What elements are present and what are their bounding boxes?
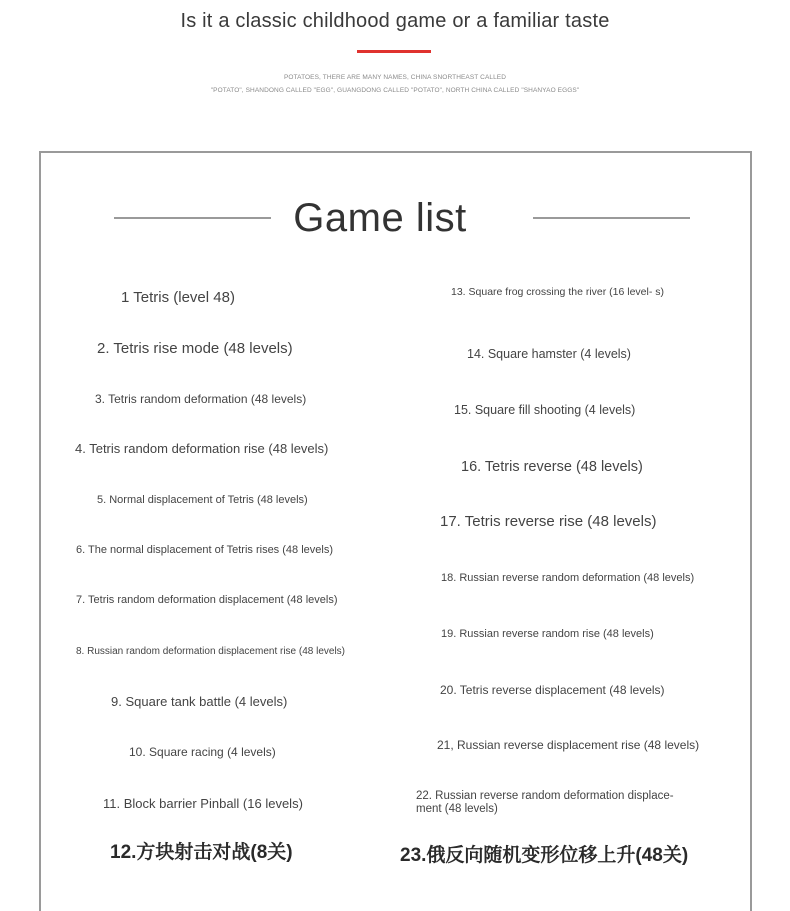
- game-item-2: 2. Tetris rise mode (48 levels): [97, 340, 293, 357]
- game-item-22: 22. Russian reverse random deformation displace- ment (48 levels): [416, 790, 674, 816]
- game-item-12: 12.方块射击对战(8关): [110, 842, 293, 863]
- subtext-line-1: POTATOES, THERE ARE MANY NAMES, CHINA SNORTHEAST CALLED: [283, 74, 507, 81]
- game-item-10: 10. Square racing (4 levels): [129, 745, 276, 759]
- game-item-19: 19. Russian reverse random rise (48 levels): [441, 628, 654, 640]
- game-item-11: 11. Block barrier Pinball (16 levels): [103, 796, 303, 811]
- game-item-17: 17. Tetris reverse rise (48 levels): [440, 513, 657, 530]
- title-rule-left: [114, 217, 271, 219]
- game-list-title: Game list: [293, 196, 467, 240]
- game-item-21: 21, Russian reverse displacement rise (48 levels): [437, 738, 700, 752]
- red-accent-bar: [357, 50, 431, 53]
- game-item-13: 13. Square frog crossing the river (16 level- s): [451, 286, 665, 298]
- game-item-20: 20. Tetris reverse displacement (48 levels): [440, 683, 665, 697]
- game-item-16: 16. Tetris reverse (48 levels): [461, 459, 643, 475]
- game-item-4: 4. Tetris random deformation rise (48 levels): [75, 441, 329, 456]
- game-item-3: 3. Tetris random deformation (48 levels): [95, 392, 307, 406]
- game-item-1: 1 Tetris (level 48): [121, 289, 235, 306]
- game-item-5: 5. Normal displacement of Tetris (48 levels): [97, 494, 308, 506]
- game-item-7: 7. Tetris random deformation displacement (48 levels): [76, 594, 338, 606]
- game-item-15: 15. Square fill shooting (4 levels): [454, 403, 636, 417]
- game-item-8: 8. Russian random deformation displacement rise (48 levels): [76, 646, 346, 657]
- game-item-14: 14. Square hamster (4 levels): [467, 347, 631, 361]
- headline: Is it a classic childhood game or a familiar taste: [180, 10, 610, 32]
- game-item-23: 23.俄反向随机变形位移上升(48关): [400, 845, 689, 866]
- title-rule-right: [533, 217, 690, 219]
- game-item-18: 18. Russian reverse random deformation (48 levels): [441, 572, 695, 584]
- game-item-6: 6. The normal displacement of Tetris rises (48 levels): [76, 544, 333, 556]
- subtext-line-2: "POTATO", SHANDONG CALLED "EGG", GUANGDONG CALLED "POTATO", NORTH CHINA CALLED "SHANYAO EGGS": [210, 87, 580, 94]
- game-item-9: 9. Square tank battle (4 levels): [111, 694, 288, 709]
